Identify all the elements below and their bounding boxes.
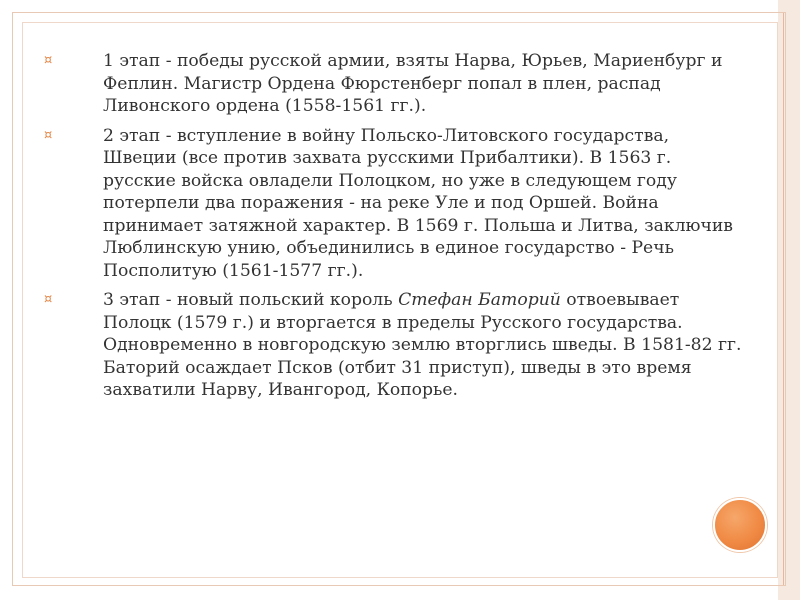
stage-3-text-italic: Стефан Баторий [398, 290, 561, 310]
bullet-icon: ¤ [44, 53, 53, 68]
bullet-list [44, 50, 744, 409]
bullet-icon: ¤ [44, 292, 53, 307]
list-item-stage-3 [44, 289, 744, 402]
decorative-circle-icon [713, 498, 767, 552]
stage-3-text-before: 3 этап - новый польский король [103, 290, 399, 310]
stage-3-text-after: отвоевывает Полоцк (1579 г.) и вторгается в пределы Русского государства. Одновременно в новгородскую землю вторглись шведы. В 1581-82 гг. Баторий осаждает Псков (отбит 31 приступ), шведы в это время захватили Нарву, Ивангород, Копорье. [103, 290, 742, 400]
list-item-stage-1 [44, 50, 744, 118]
bullet-icon: ¤ [44, 127, 53, 143]
stage-1-text: 1 этап - победы русской армии, взяты Нарва, Юрьев, Мариенбург и Феплин. Магистр Ордена Фюрстенберг попал в плен, распад Ливонского ордена (1558-1561 гг.). [103, 51, 723, 116]
list-item-stage-2 [44, 125, 744, 283]
stage-2-text: 2 этап - вступление в войну Польско-Литовского государства, Швеции (все против захвата русскими Прибалтики). В 1563 г. русские войска овладели Полоцком, но уже в следующем году потерпели два поражения - на реке Уле и под Оршей. Война принимает затяжной характер. В 1569 г. Польша и Литва, заключив Люблинскую унию, объединились в единое государство - Речь Посполитую (1561-1577 гг.). [103, 125, 733, 281]
